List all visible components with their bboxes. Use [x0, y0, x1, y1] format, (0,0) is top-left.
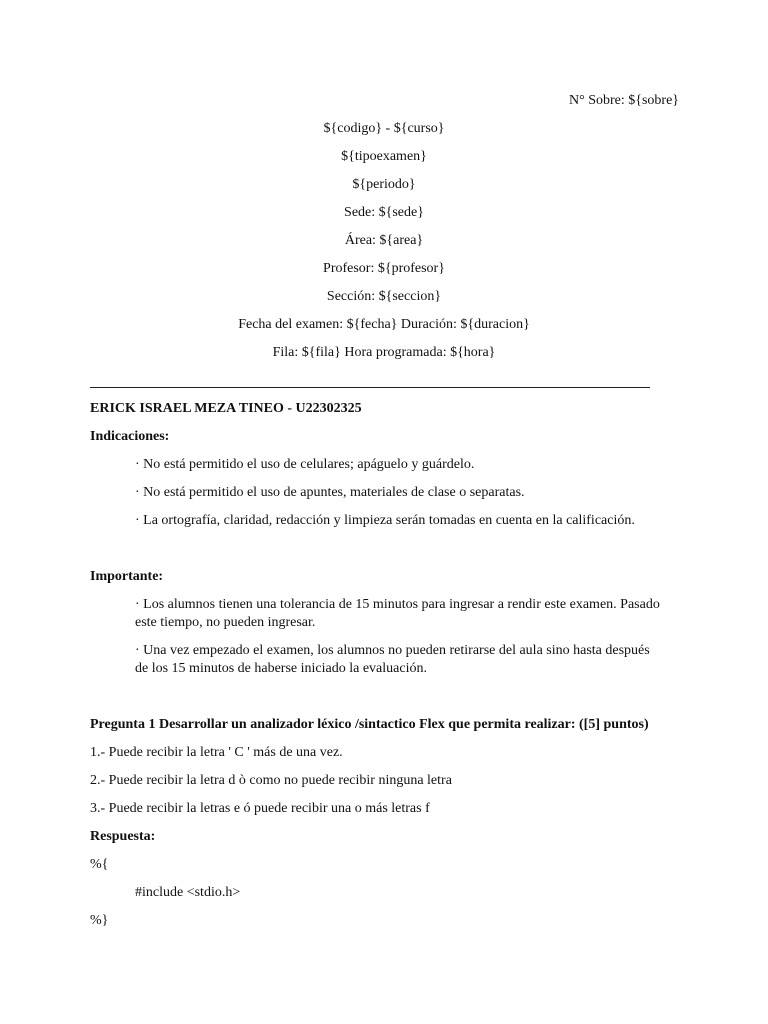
- header-divider: [90, 387, 650, 388]
- indicaciones-heading: Indicaciones:: [90, 429, 170, 444]
- importante-heading: Importante:: [90, 569, 164, 584]
- row-scheduled-time: Fila: ${fila} Hora programada: ${hora}: [272, 345, 496, 360]
- code-open: %{: [90, 857, 109, 872]
- importante-item: · Los alumnos tienen una tolerancia de 15 minutos para ingresar a rendir este examen. Pasado este tiempo, no pueden ingresar.: [135, 597, 660, 630]
- professor: Profesor: ${profesor}: [323, 261, 445, 276]
- campus: Sede: ${sede}: [344, 205, 424, 220]
- exam-date-duration: Fecha del examen: ${fecha} Duración: ${duracion}: [238, 317, 530, 332]
- code-close: %}: [90, 913, 109, 928]
- exam-type: ${tipoexamen}: [341, 149, 427, 164]
- period: ${periodo}: [352, 177, 416, 192]
- importante-item: · Una vez empezado el examen, los alumnos no pueden retirarse del aula sino hasta después de los 15 minutos de haberse iniciado la evaluación.: [135, 643, 650, 676]
- indicaciones-item: · No está permitido el uso de celulares; apáguelo y guárdelo.: [135, 457, 475, 472]
- indicaciones-item: · No está permitido el uso de apuntes, materiales de clase o separatas.: [135, 485, 525, 500]
- student-name-code: ERICK ISRAEL MEZA TINEO - U22302325: [90, 401, 362, 416]
- question-item: 1.- Puede recibir la letra ' C ' más de una vez.: [90, 745, 343, 760]
- sobre-number: N° Sobre: ${sobre}: [569, 93, 680, 108]
- code-include: #include <stdio.h>: [135, 885, 241, 900]
- question-item: 3.- Puede recibir la letras e ó puede recibir una o más letras f: [90, 801, 430, 816]
- section: Sección: ${seccion}: [326, 289, 442, 304]
- question-item: 2.- Puede recibir la letra d ò como no puede recibir ninguna letra: [90, 773, 452, 788]
- question-title: Pregunta 1 Desarrollar un analizador léxico /sintactico Flex que permita realizar: ([5] puntos): [90, 717, 649, 732]
- answer-heading: Respuesta:: [90, 829, 156, 844]
- area: Área: ${area}: [344, 233, 424, 248]
- course-code-name: ${codigo} - ${curso}: [323, 121, 445, 136]
- indicaciones-item: · La ortografía, claridad, redacción y limpieza serán tomadas en cuenta en la calificación.: [135, 513, 635, 528]
